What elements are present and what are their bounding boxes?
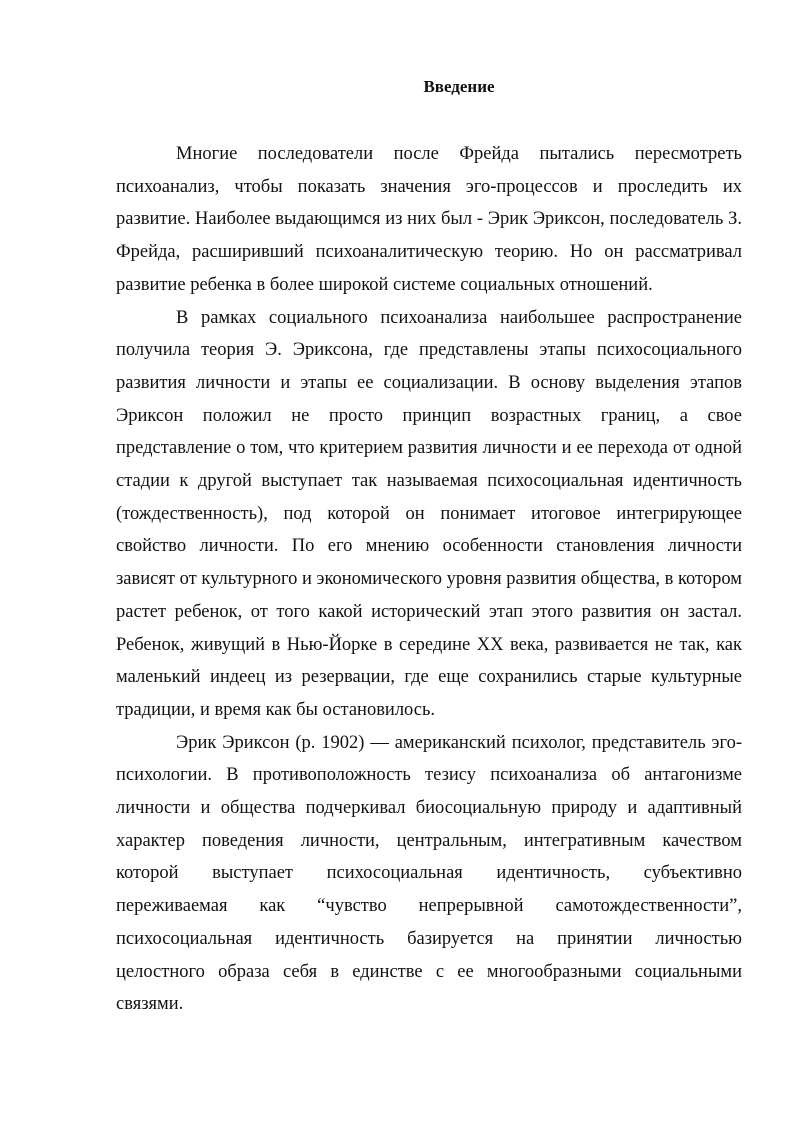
paragraph-erikson-bio: Эрик Эриксон (р. 1902) — американский психолог, представитель эго-психологии. В противоположность тезису психоанализа об антагонизме личности и общества подчеркивал биосоциальную природу и адаптивный характер поведения личности, центральным, интегративным качеством которой выступает психосоциальная идентичность, субъективно переживаемая как “чувство непрерывной самотождественности”, психосоциальная идентичность базируется на принятии личностью целостного образа себя в единстве с ее многообразными социальными связями. <box>116 732 742 1015</box>
page-title: Введение <box>423 77 495 96</box>
paragraph-social-psychoanalysis: В рамках социального психоанализа наибольшее распространение получила теория Э. Эриксона, где представлены этапы психосоциального развития личности и этапы ее социализации. В основу выделения этапов Эриксон положил не просто принцип возрастных границ, а свое представление о том, что критерием развития личности и ее перехода от одной стадии к другой выступает так называемая психосоциальная идентичность (тождественность), под которой он понимает итоговое интегрирующее свойство личности. По его мнению особенности становления личности зависят от культурного и экономического уровня развития общества, в котором растет ребенок, от того какой исторический этап этого развития он застал. Ребенок, живущий в Нью-Йорке в середине XX века, развивается не так, как маленький индеец из резервации, где еще сохранились старые культурные традиции, и время как бы остановилось. <box>116 307 742 720</box>
document-body <box>116 138 742 1021</box>
paragraph-intro: Многие последователи после Фрейда пытались пересмотреть психоанализ, чтобы показать значения эго-процессов и проследить их развитие. Наиболее выдающимся из них был - Эрик Эриксон, последователь З. Фрейда, расширивший психоаналитическую теорию. Но он рассматривал развитие ребенка в более широкой системе социальных отношений. <box>116 144 742 295</box>
